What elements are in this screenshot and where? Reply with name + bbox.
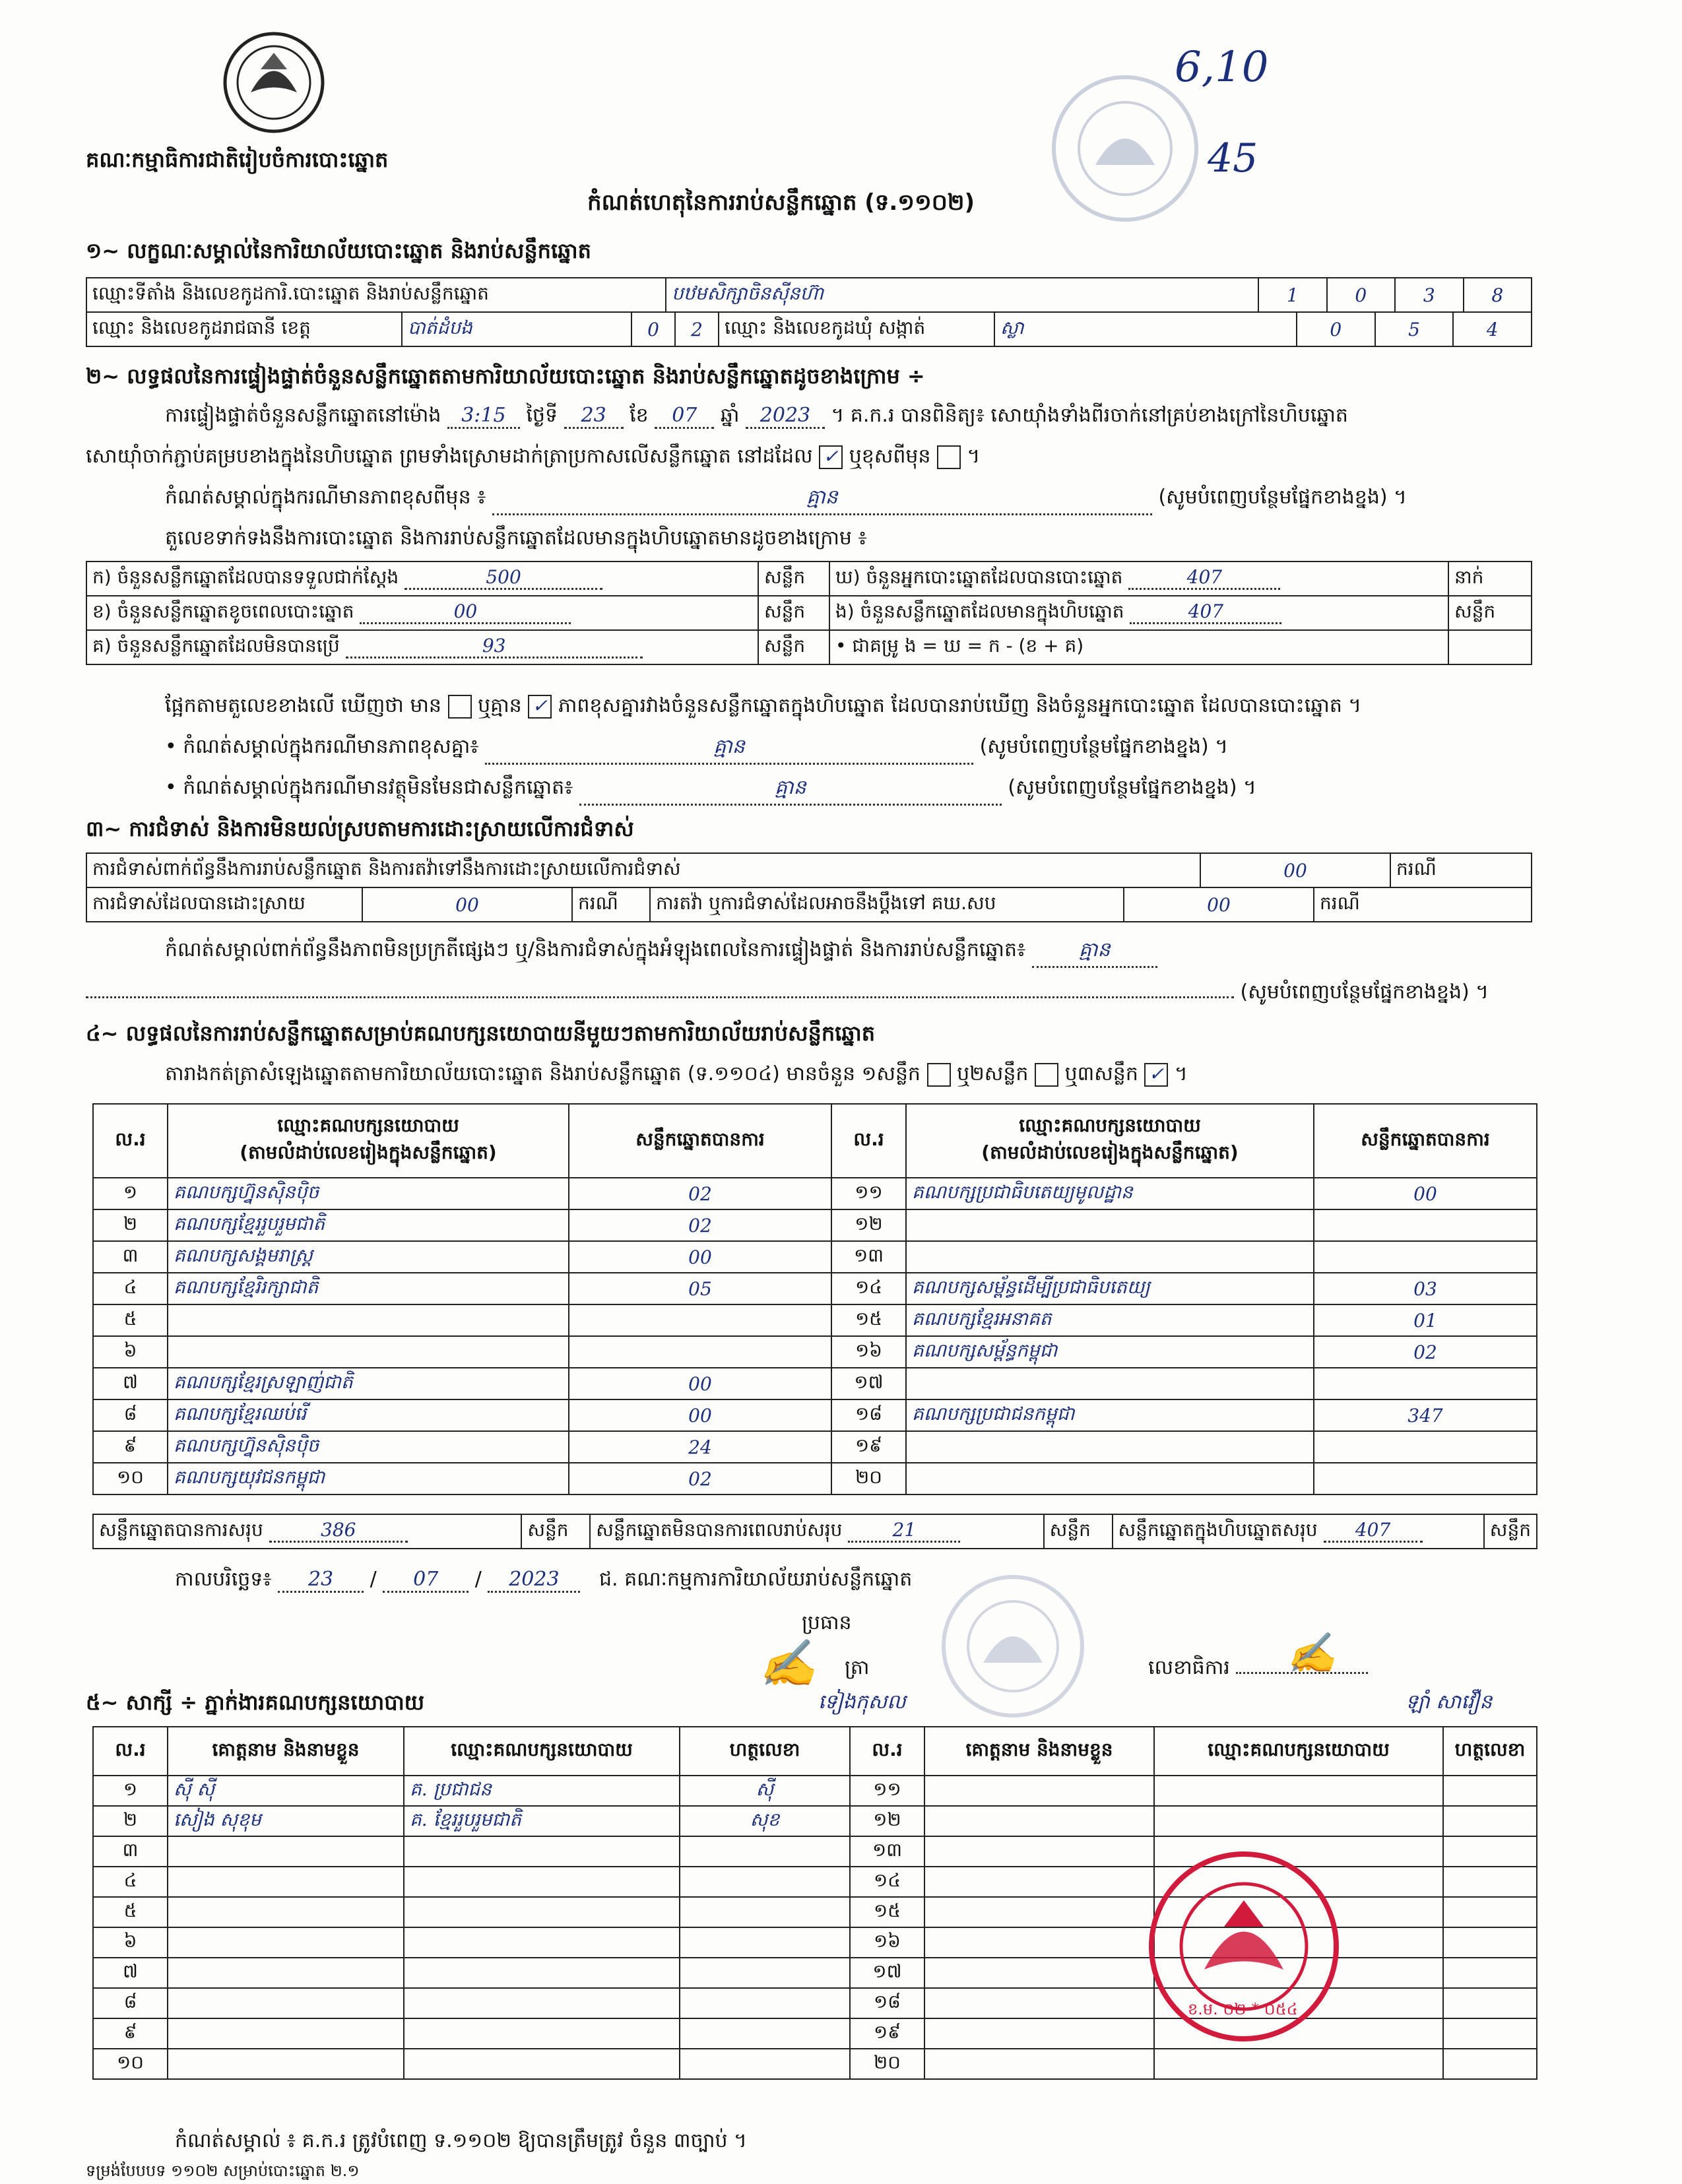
witness-number: ៩ — [93, 2018, 168, 2049]
witness-number: ២០ — [850, 2049, 924, 2079]
party-name — [906, 1463, 1314, 1494]
spoiled-ballots-value: 00 — [360, 600, 571, 624]
witness-number: ១៤ — [850, 1867, 924, 1897]
witness-party — [404, 1836, 680, 1867]
witness-table-header: ល.រ គោត្តនាម និងនាមខ្លួន ឈ្មោះគណបក្សនយោបាយ ហត្ថលេខា ល.រ គោត្តនាម និងនាមខ្លួន ឈ្មោះគណបក្សនយោបាយ ហត្ថលេខា — [93, 1727, 1537, 1776]
total-valid-value: 386 — [269, 1519, 408, 1543]
party-name — [906, 1209, 1314, 1241]
witness-party — [404, 1988, 680, 2018]
table-row — [93, 1463, 1537, 1494]
witness-signature — [1443, 1927, 1537, 1958]
resolved-count: 00 — [362, 887, 572, 922]
party-number: ១២ — [831, 1209, 906, 1241]
table-row — [93, 1399, 1537, 1431]
witness-name — [924, 1958, 1154, 1988]
party-name — [906, 1431, 1314, 1463]
irregularities-note-line2: (សូមបំពេញបន្ថែមផ្នែកខាងខ្នង) ។ — [86, 979, 1489, 1008]
secretary-name: ឡាំ សាវឿន — [1406, 1690, 1493, 1714]
same-checkbox: ✓ — [819, 445, 843, 469]
party-votes: 00 — [569, 1368, 831, 1399]
witness-party — [1154, 1776, 1443, 1806]
witness-number: ១០ — [93, 2049, 168, 2079]
section2-heading: ២~ លទ្ធផលនៃការផ្ទៀងផ្ទាត់ចំនួនសន្លឹកឆ្នោតតាមការិយាល័យបោះឆ្នោត និងរាប់សន្លឹកឆ្នោតដូចខាងក្រោម ÷ — [86, 364, 925, 389]
handwritten-number: 6,10 — [1175, 43, 1269, 92]
party-name — [906, 1241, 1314, 1273]
verification-year: 2023 — [746, 404, 825, 429]
handwritten-number-2: 45 — [1208, 135, 1258, 181]
two-sheet-checkbox — [1035, 1063, 1058, 1087]
objections-table — [86, 852, 1532, 888]
total-invalid-value: 21 — [848, 1519, 960, 1543]
party-number: ១៩ — [831, 1431, 906, 1463]
table-row — [93, 1241, 1537, 1273]
witness-name — [168, 2049, 404, 2079]
section1-table — [86, 277, 1532, 313]
witness-signature — [680, 1867, 850, 1897]
party-name: គណបក្សខ្មែររួបរួមជាតិ — [168, 1209, 569, 1241]
party-name: គណបក្សហ្វ៊ុនស៊ិនប៉ិច — [168, 1178, 569, 1209]
party-votes: 02 — [569, 1209, 831, 1241]
chair-signature: ✍ — [759, 1636, 817, 1690]
witness-signature: ស៊ី — [680, 1776, 850, 1806]
witness-number: ២ — [93, 1806, 168, 1836]
witness-name — [924, 1867, 1154, 1897]
date-month: 07 — [383, 1568, 469, 1593]
faint-seal-icon — [1049, 73, 1201, 224]
party-results-table — [92, 1103, 1537, 1495]
witness-number: ១ — [93, 1776, 168, 1806]
witness-signature — [1443, 1897, 1537, 1927]
witness-name — [924, 2049, 1154, 2079]
party-votes: 00 — [569, 1241, 831, 1273]
party-number: ៥ — [93, 1304, 168, 1336]
table-row — [93, 1304, 1537, 1336]
party-number: ១៥ — [831, 1304, 906, 1336]
party-number: ១ — [93, 1178, 168, 1209]
party-name: គណបក្សហ្វ៊ុនស៊ិនប៉ិច — [168, 1431, 569, 1463]
witness-number: ១២ — [850, 1806, 924, 1836]
party-table-header: ល.រ ឈ្មោះគណបក្សនយោបាយ (តាមលំដាប់លេខរៀងក្នុងសន្លឹកឆ្នោត) សន្លឹកឆ្នោតបានការ ល.រ ឈ្មោះគណបក្សនយោបាយ (តាមលំដាប់លេខរៀងក្នុងសន្លឹកឆ្នោត) សន្លឹកឆ្នោតបានការ — [93, 1104, 1537, 1178]
difference-note-value: គ្មាន — [492, 484, 1152, 515]
appeal-count: 00 — [1124, 887, 1314, 922]
section1-table-row2 — [86, 311, 1532, 347]
party-number: ១០ — [93, 1463, 168, 1494]
party-number: ៩ — [93, 1431, 168, 1463]
witness-party — [404, 1927, 680, 1958]
nec-logo-icon — [221, 30, 327, 135]
witness-signature — [1443, 2018, 1537, 2049]
witness-number: ៥ — [93, 1897, 168, 1927]
irregularities-note-value: គ្មាន — [1032, 937, 1157, 968]
section4-heading: ៤~ លទ្ធផលនៃការរាប់សន្លឹកឆ្នោតសម្រាប់គណបក្សនយោបាយនីមួយៗតាមការិយាល័យរាប់សន្លឹកឆ្នោត — [86, 1021, 876, 1046]
verification-day: 23 — [564, 404, 624, 429]
has-difference-checkbox — [448, 695, 472, 719]
witness-party: គ. ខ្មែររួបរួមជាតិ — [404, 1806, 680, 1836]
party-number: ២០ — [831, 1463, 906, 1494]
witness-number: ៨ — [93, 1988, 168, 2018]
figures-subheading: តួលេខទាក់ទងនឹងការបោះឆ្នោត និងការរាប់សន្លឹកឆ្នោតដែលមានក្នុងហិបឆ្នោតមានដូចខាងក្រោម ៖ — [165, 527, 867, 550]
witness-party — [404, 2018, 680, 2049]
location-label: ឈ្មោះទីតាំង និងលេខកូដការិ.បោះឆ្នោត និងរាប់សន្លឹកឆ្នោត — [86, 278, 666, 312]
witness-signature — [1443, 2049, 1537, 2079]
three-sheet-checkbox: ✓ — [1144, 1063, 1168, 1087]
party-name: គណបក្សខ្មែរអនាគត — [906, 1304, 1314, 1336]
witness-signature — [680, 1958, 850, 1988]
witness-name — [924, 1806, 1154, 1836]
table-row — [93, 1368, 1537, 1399]
party-votes — [569, 1336, 831, 1368]
party-number: ១៨ — [831, 1399, 906, 1431]
witness-name — [168, 1867, 404, 1897]
party-number: ៤ — [93, 1273, 168, 1304]
difference-note: កំណត់សម្គាល់ក្នុងករណីមានភាពខុសពីមុន ៖ គ្មាន (សូមបំពេញបន្ថែមផ្នែកខាងខ្នង) ។ — [165, 484, 1407, 515]
unused-ballots-value: 93 — [346, 635, 643, 658]
party-votes: 05 — [569, 1273, 831, 1304]
party-votes: 01 — [1314, 1304, 1537, 1336]
party-name: គណបក្សសម្ព័ន្ធកម្ពុជា — [906, 1336, 1314, 1368]
party-votes: 347 — [1314, 1399, 1537, 1431]
tally-sheet-line: តារាងកត់ត្រាសំឡេងឆ្នោតតាមការិយាល័យបោះឆ្នោត និងរាប់សន្លឹកឆ្នោត (ទ.១១០៤) មានចំនួន ១សន្លឹក ឬ២សន្លឹក ឬ៣សន្លឹក ✓ ។ — [165, 1062, 1188, 1085]
commune-value: ស្លា — [994, 312, 1297, 346]
witness-number: ៤ — [93, 1867, 168, 1897]
witness-number: ១១ — [850, 1776, 924, 1806]
secretary-signature: ✍ — [1287, 1630, 1336, 1677]
ballots-in-box-value: 407 — [1130, 600, 1281, 624]
witness-name — [168, 2018, 404, 2049]
difference-check-line: ផ្អែកតាមតួលេខខាងលើ ឃើញថា មាន ឬគ្មាន ✓ ភាពខុសគ្នារវាងចំនួនសន្លឹកឆ្នោតក្នុងហិបឆ្នោត ដែលបានរាប់ឃើញ និងចំនួនអ្នកបោះឆ្នោត ដែលបានបោះឆ្នោត ។ — [165, 694, 1362, 717]
commune-label: ឈ្មោះ និងលេខកូដឃុំ សង្កាត់ — [719, 312, 994, 346]
witness-name — [924, 1988, 1154, 2018]
witness-name — [924, 2018, 1154, 2049]
party-name — [168, 1304, 569, 1336]
party-name — [906, 1368, 1314, 1399]
province-label: ឈ្មោះ និងលេខកូដរាជធានី ខេត្ត — [86, 312, 402, 346]
chair-label: ប្រធាន — [802, 1611, 852, 1634]
party-number: ២ — [93, 1209, 168, 1241]
total-box-value: 407 — [1324, 1519, 1423, 1543]
section5-heading: ៥~ សាក្សី ÷ ភ្នាក់ងារគណបក្សនយោបាយ — [86, 1690, 425, 1715]
witness-name — [168, 1927, 404, 1958]
witness-number: ៧ — [93, 1958, 168, 1988]
table-row — [93, 1431, 1537, 1463]
party-name: គណបក្សសង្គមរាស្ត្រ — [168, 1241, 569, 1273]
party-votes: 02 — [1314, 1336, 1537, 1368]
date-day: 23 — [278, 1568, 364, 1593]
table-row: គ) ចំនួនសន្លឹកឆ្នោតដែលមិនបានប្រើ 93 សន្លឹក • ជាគម្រូ ង = ឃ = ក - (ខ + គ) — [86, 630, 1532, 664]
section1-heading: ១~ លក្ខណៈសម្គាល់នៃការិយាល័យបោះឆ្នោត និងរាប់សន្លឹកឆ្នោត — [86, 238, 591, 263]
party-votes — [1314, 1241, 1537, 1273]
table-row — [93, 1178, 1537, 1209]
party-number: ៧ — [93, 1368, 168, 1399]
commune-code-1: 0 — [1297, 312, 1375, 346]
bullet-note-2: • កំណត់សម្គាល់ក្នុងករណីមានវត្ថុមិនមែនជាសន្លឹកឆ្នោត៖ គ្មាន (សូមបំពេញបន្ថែមផ្នែកខាងខ្នង) ។ — [165, 775, 1256, 806]
table-row — [93, 1806, 1537, 1836]
province-value: បាត់ដំបង — [402, 312, 631, 346]
party-votes: 02 — [569, 1178, 831, 1209]
party-votes — [1314, 1368, 1537, 1399]
location-code-2: 0 — [1327, 278, 1396, 312]
location-code-1: 1 — [1258, 278, 1327, 312]
seal-label: ត្រា — [845, 1656, 870, 1679]
voters-value: 407 — [1128, 566, 1280, 590]
verification-line-1: ការផ្ទៀងផ្ទាត់ចំនួនសន្លឹកឆ្នោតនៅម៉ោង 3:15 ថ្ងៃទី 23 ខែ 07 ឆ្នាំ 2023 ។ គ.ក.រ បានពិនិត្យ៖ សោយ៉ាំងទាំងពីរចាក់នៅគ្រប់ខាងក្រៅនៃហិបឆ្នោត — [165, 402, 1348, 432]
witness-signature — [680, 1836, 850, 1867]
location-value: បឋមសិក្សាចិនស៊ីនហ៊ា — [666, 278, 1258, 312]
witness-name — [924, 1927, 1154, 1958]
witness-signature — [680, 1927, 850, 1958]
party-number: ១៣ — [831, 1241, 906, 1273]
party-name: គណបក្សយុវជនកម្ពុជា — [168, 1463, 569, 1494]
party-name: គណបក្សខ្មែរឈប់រើ — [168, 1399, 569, 1431]
table-row — [93, 1336, 1537, 1368]
witness-name — [924, 1897, 1154, 1927]
witness-signature — [1443, 1776, 1537, 1806]
verification-month: 07 — [655, 404, 714, 429]
witness-number: ១៧ — [850, 1958, 924, 1988]
party-votes: 02 — [569, 1463, 831, 1494]
witness-number: ១៥ — [850, 1897, 924, 1927]
table-row — [93, 1209, 1537, 1241]
different-checkbox — [937, 445, 961, 469]
objections-table-row2 — [86, 887, 1532, 922]
date-line: កាលបរិច្ឆេទ៖ 23 / 07 / 2023 ជ. គណៈកម្មការការិយាល័យរាប់សន្លឹកឆ្នោត — [175, 1566, 912, 1595]
irregularities-note: កំណត់សម្គាល់ពាក់ព័ន្ធនឹងភាពមិនប្រក្រតីផ្សេងៗ ឬ/និងការជំទាស់ក្នុងអំឡុងពេលនៃការផ្ទៀងផ្ទាត់ និងការរាប់សន្លឹកឆ្នោត៖ គ្មាន — [165, 937, 1157, 968]
bullet-note-1: • កំណត់សម្គាល់ក្នុងករណីមានភាពខុសគ្នា៖ គ្មាន (សូមបំពេញបន្ថែមផ្នែកខាងខ្នង) ។ — [165, 734, 1228, 765]
witness-number: ១៨ — [850, 1988, 924, 2018]
witness-signature — [1443, 1958, 1537, 1988]
witness-number: ១៦ — [850, 1927, 924, 1958]
table-row: ការជំទាស់ពាក់ព័ន្ធនឹងការរាប់សន្លឹកឆ្នោត និងការតវ៉ាទៅនឹងការដោះស្រាយលើការជំទាស់ 00 ករណី — [86, 853, 1532, 887]
no-difference-checkbox: ✓ — [528, 695, 552, 719]
footer-note: កំណត់សម្គាល់ ៖ គ.ក.រ ត្រូវបំពេញ ទ.១១០២ ឱ្យបានត្រឹមត្រូវ ចំនួន ៣ច្បាប់ ។ — [175, 2129, 747, 2152]
witness-party — [404, 1897, 680, 1927]
one-sheet-checkbox — [927, 1063, 951, 1087]
party-number: ១១ — [831, 1178, 906, 1209]
party-name: គណបក្សខ្មែរស្រឡាញ់ជាតិ — [168, 1368, 569, 1399]
witness-signature — [680, 2049, 850, 2079]
ballot-figures-table — [86, 561, 1532, 665]
footer-form-id: ទម្រង់បែបបទ ១១០២ សម្រាប់បោះឆ្នោត ២.១ — [86, 2162, 360, 2180]
received-ballots-value: 500 — [404, 566, 602, 590]
province-code-1: 0 — [631, 312, 675, 346]
witness-signature — [1443, 1806, 1537, 1836]
witness-party — [404, 2049, 680, 2079]
witness-name: ស៊ី ស៊ី — [168, 1776, 404, 1806]
witness-party — [1154, 2049, 1443, 2079]
commune-code-2: 5 — [1375, 312, 1454, 346]
witness-name: សៀង សុខុម — [168, 1806, 404, 1836]
witness-signature — [680, 1988, 850, 2018]
party-number: ៨ — [93, 1399, 168, 1431]
witness-signature — [680, 1897, 850, 1927]
witness-name — [924, 1836, 1154, 1867]
witness-number: ១៣ — [850, 1836, 924, 1867]
witness-signature — [1443, 1988, 1537, 2018]
chair-name: ទៀងកុសល — [818, 1690, 906, 1714]
red-seal-code: ខ.ម. ០២ * ០៥៤ — [1188, 2000, 1298, 2018]
totals-table — [92, 1514, 1537, 1549]
location-code-4: 8 — [1464, 278, 1532, 312]
faint-committee-seal-icon — [937, 1570, 1089, 1722]
objections-count: 00 — [1200, 853, 1390, 887]
witness-name — [168, 1958, 404, 1988]
table-row — [93, 1273, 1537, 1304]
witness-name — [168, 1897, 404, 1927]
party-name: គណបក្សប្រជាធិបតេយ្យមូលដ្ឋាន — [906, 1178, 1314, 1209]
witness-number: ៦ — [93, 1927, 168, 1958]
party-votes: 00 — [1314, 1178, 1537, 1209]
witness-number: ១៩ — [850, 2018, 924, 2049]
party-votes — [1314, 1431, 1537, 1463]
party-votes: 00 — [569, 1399, 831, 1431]
document-title: កំណត់ហេតុនៃការរាប់សន្លឹកឆ្នោត (ទ.១១០២) — [587, 189, 975, 216]
province-code-2: 2 — [675, 312, 719, 346]
witness-party: គ. ប្រជាជន — [404, 1776, 680, 1806]
witness-signature — [1443, 1867, 1537, 1897]
party-name: គណបក្សសម្ព័ន្ធដើម្បីប្រជាធិបតេយ្យ — [906, 1273, 1314, 1304]
party-name: គណបក្សខ្មែរិរក្សាជាតិ — [168, 1273, 569, 1304]
witness-party — [1154, 1806, 1443, 1836]
party-number: ១៧ — [831, 1368, 906, 1399]
bullet-note-2-value: គ្មាន — [579, 775, 1002, 806]
party-name: គណបក្សប្រជាជនកម្ពុជា — [906, 1399, 1314, 1431]
table-row: ការជំទាស់ដែលបានដោះស្រាយ 00 ករណី ការតវ៉ា ឬការជំទាស់ដែលអាចនឹងប្តឹងទៅ គឃ.សប 00 ករណី — [86, 887, 1532, 922]
party-number: ១៦ — [831, 1336, 906, 1368]
table-row — [93, 2049, 1537, 2079]
witness-name — [168, 1988, 404, 2018]
party-votes: 24 — [569, 1431, 831, 1463]
location-code-3: 3 — [1395, 278, 1464, 312]
witness-party — [404, 1958, 680, 1988]
party-number: ៦ — [93, 1336, 168, 1368]
verification-line-2: សោយ៉ាំចាក់ភ្ជាប់គម្របខាងក្នុងនៃហិបឆ្នោត ព្រមទាំងស្រោមដាក់ត្រាប្រកាសលើសន្លឹកឆ្នោត នៅដដែល ✓ ឬខុសពីមុន ។ — [86, 445, 981, 468]
party-votes — [569, 1304, 831, 1336]
table-row: ខ) ចំនួនសន្លឹកឆ្នោតខូចពេលបោះឆ្នោត 00 សន្លឹក ង) ចំនួនសន្លឹកឆ្នោតដែលមានក្នុងហិបឆ្នោត 407 សន្លឹក — [86, 596, 1532, 630]
witness-party — [404, 1867, 680, 1897]
table-row: ក) ចំនួនសន្លឹកឆ្នោតដែលបានទទួលជាក់ស្តែង 500 សន្លឹក ឃ) ចំនួនអ្នកបោះឆ្នោតដែលបានបោះឆ្នោត 407 នាក់ — [86, 562, 1532, 596]
witness-signature — [1443, 1836, 1537, 1867]
org-name: គណៈកម្មាធិការជាតិរៀបចំការបោះឆ្នោត — [86, 147, 389, 172]
party-number: ៣ — [93, 1241, 168, 1273]
party-votes — [1314, 1209, 1537, 1241]
witness-signature: សុខ — [680, 1806, 850, 1836]
table-row — [93, 1776, 1537, 1806]
party-votes — [1314, 1463, 1537, 1494]
date-year: 2023 — [488, 1568, 580, 1593]
witness-number: ៣ — [93, 1836, 168, 1867]
party-name — [168, 1336, 569, 1368]
witness-name — [168, 1836, 404, 1867]
bullet-note-1-value: គ្មាន — [485, 734, 973, 765]
commune-code-3: 4 — [1453, 312, 1532, 346]
witness-signature — [680, 2018, 850, 2049]
verification-time: 3:15 — [447, 404, 520, 429]
secretary-line: លេខាធិការ — [1148, 1655, 1368, 1684]
party-number: ១៤ — [831, 1273, 906, 1304]
section3-heading: ៣~ ការជំទាស់ និងការមិនយល់ស្របតាមការដោះស្រាយលើការជំទាស់ — [86, 816, 634, 841]
witness-name — [924, 1776, 1154, 1806]
party-votes: 03 — [1314, 1273, 1537, 1304]
table-row: សន្លឹកឆ្នោតបានការសរុប 386 សន្លឹក សន្លឹកឆ្នោតមិនបានការពេលរាប់សរុប 21 សន្លឹក សន្លឹកឆ្នោតក្នុងហិបឆ្នោតសរុប 407 សន្លឹក — [93, 1514, 1537, 1549]
